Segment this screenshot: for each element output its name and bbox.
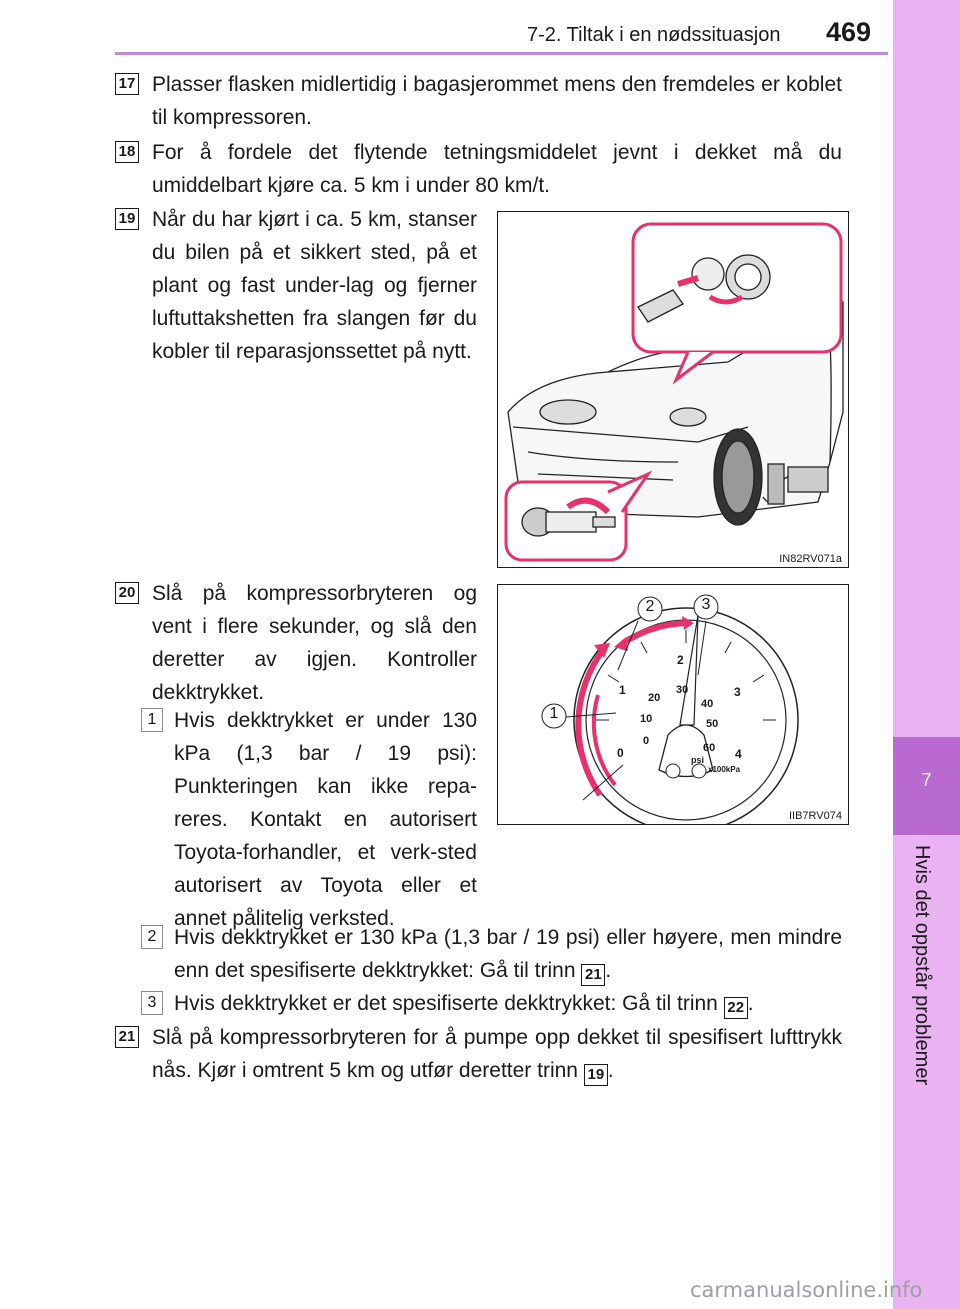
gauge-outer-label-3: 3	[734, 685, 741, 699]
car-repair-kit-figure	[497, 211, 849, 568]
step-number-17: 17	[115, 73, 139, 95]
step-17-text: Plasser flasken midlertidig i bagasjerommet mens den fremdeles er koblet til kompressoren.	[152, 73, 842, 129]
gauge-inner-label-30: 30	[676, 684, 689, 696]
chapter-title: Hvis det oppstår problemer	[911, 845, 933, 1086]
gauge-outer-label-4: 4	[735, 747, 742, 761]
gauge-inner-label-50: 50	[706, 718, 719, 730]
car-illustration	[498, 212, 849, 568]
gauge-outer-label-2: 2	[677, 653, 684, 667]
sub-step-number-2: 2	[141, 925, 163, 949]
step-21-end: .	[607, 1059, 614, 1082]
sub-step-1-text: Hvis dekktrykket er under 130 kPa (1,3 bar / 19 psi): Punkteringen kan ikke repa-reres. Kontakt en autorisert Toyota-forhandler, et verk-sted autorisert av Toyota eller et annet pålitelig verksted.	[174, 709, 477, 930]
watermark: carmanualsonline.info	[690, 1278, 923, 1302]
step-number-20: 20	[115, 582, 139, 604]
sub-step-number-3: 3	[141, 991, 163, 1015]
chapter-side-tab	[893, 0, 960, 1309]
header-rule	[115, 52, 888, 55]
step-ref-22: 22	[724, 997, 748, 1019]
header-section-title: 7-2. Tiltak i en nødssituasjon	[527, 24, 781, 46]
step-21-body: Slå på kompressorbryteren for å pumpe opp dekket til spesifisert lufttrykk nås. Kjør i omtrent 5 km og utfør deretter trinn	[152, 1026, 842, 1082]
pressure-gauge-figure	[497, 584, 849, 825]
sub-step-3-text	[174, 987, 842, 1020]
gauge-callout-1: 1	[549, 705, 559, 722]
gauge-inner-label-20: 20	[648, 692, 661, 704]
step-number-21: 21	[115, 1026, 139, 1048]
gauge-unit-psi: psi	[691, 755, 705, 765]
sub-step-3-end: .	[747, 992, 754, 1015]
sub-step-number-1: 1	[141, 708, 163, 732]
step-number-18: 18	[115, 141, 139, 163]
figure-code-gauge: IIB7RV074	[788, 810, 842, 822]
gauge-unit-kpa: x100kPa	[708, 765, 741, 774]
figure-code-car: IN82RV071a	[779, 553, 842, 565]
step-18-text: For å fordele det flytende tetningsmiddelet jevnt i dekket må du umiddelbart kjøre ca. 5 km i under 80 km/t.	[152, 141, 842, 197]
sub-step-3-body: Hvis dekktrykket er det spesifiserte dekktrykket: Gå til trinn	[174, 992, 718, 1015]
step-ref-19: 19	[584, 1064, 608, 1086]
gauge-inner-label-10: 10	[640, 713, 653, 725]
gauge-outer-label-0: 0	[617, 746, 624, 760]
gauge-inner-label-40: 40	[701, 698, 714, 710]
page-number: 469	[826, 17, 872, 47]
gauge-outer-label-1: 1	[619, 683, 626, 697]
step-20-text: Slå på kompressorbryteren og vent i flere sekunder, og slå den deretter av igjen. Kontroller dekktrykket.	[152, 582, 477, 704]
sub-step-2-end: .	[605, 959, 612, 982]
gauge-callout-2: 2	[645, 598, 655, 615]
chapter-number: 7	[921, 770, 932, 790]
step-19-text: Når du har kjørt i ca. 5 km, stanser du bilen på et sikkert sted, på et plant og fast under-lag og fjerner luftuttakshetten fra slangen før du kobler til reparasjonssettet på nytt.	[152, 208, 477, 363]
gauge-inner-label-0: 0	[643, 735, 650, 747]
sub-step-2-text	[174, 921, 842, 987]
step-21-text	[152, 1021, 842, 1087]
gauge-callout-3: 3	[701, 596, 711, 613]
gauge-inner-label-60: 60	[703, 742, 716, 754]
sub-step-2-body: Hvis dekktrykket er 130 kPa (1,3 bar / 19 psi) eller høyere, men mindre enn det spesifiserte dekktrykket: Gå til trinn	[174, 926, 842, 982]
step-ref-21: 21	[581, 964, 605, 986]
step-number-19: 19	[115, 208, 139, 230]
